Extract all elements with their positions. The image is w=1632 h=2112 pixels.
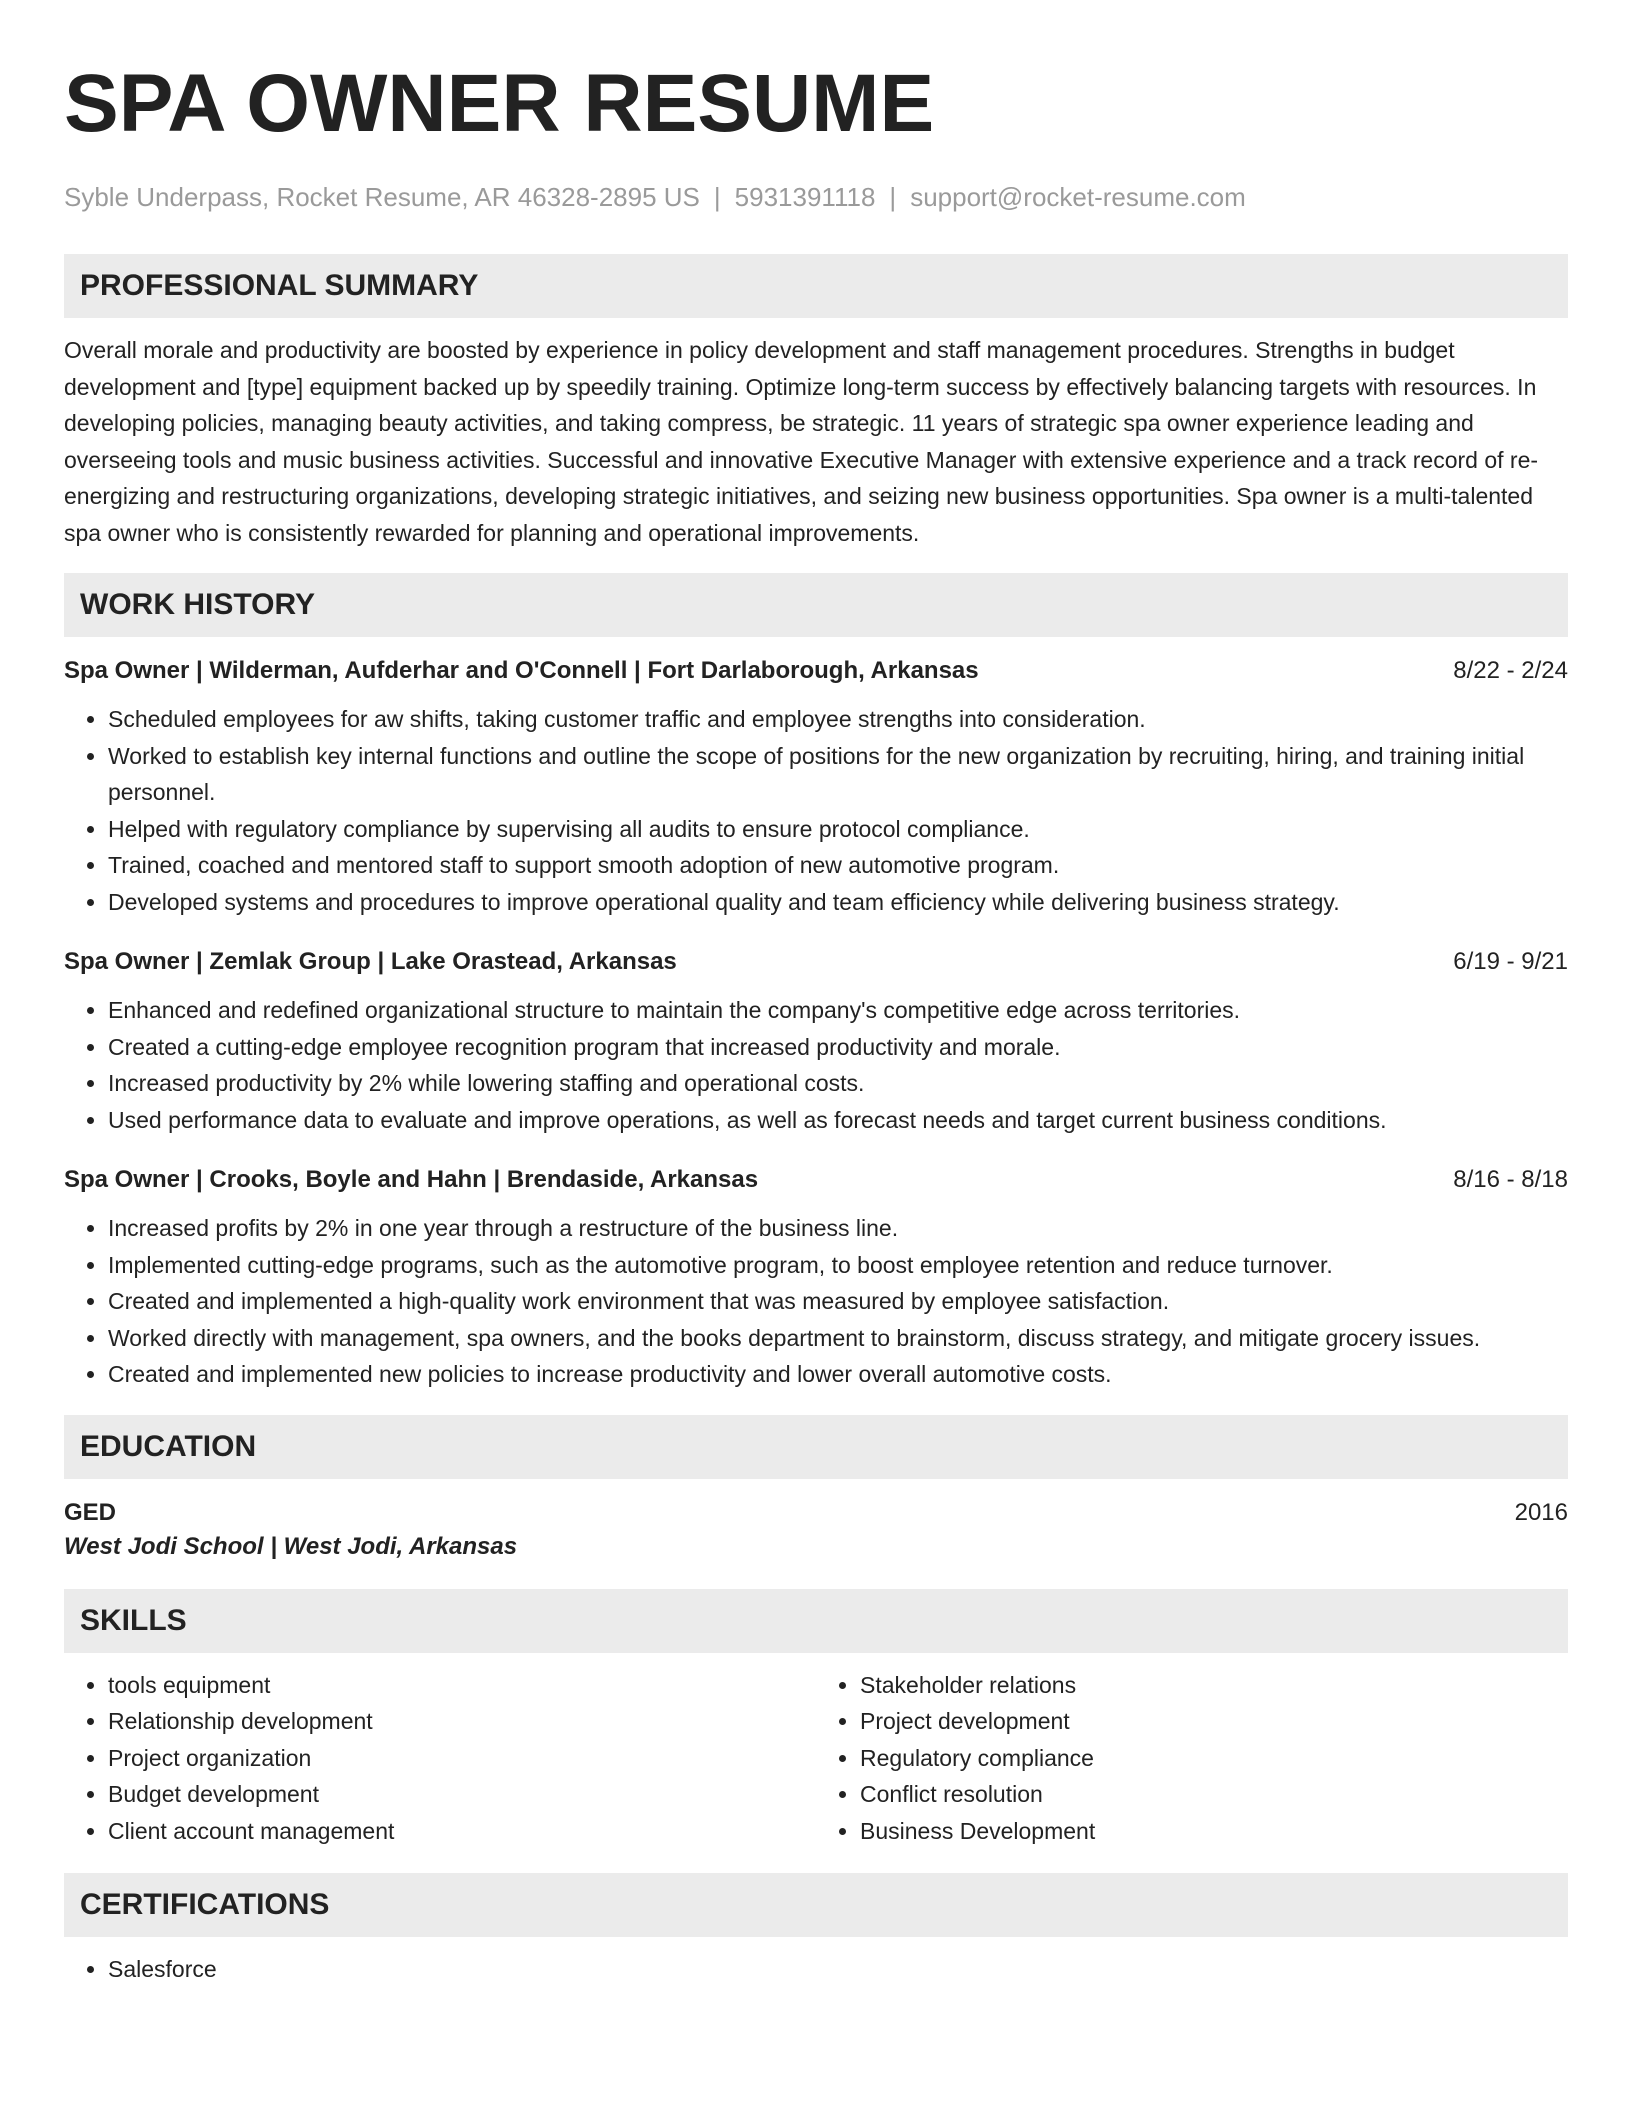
job-entry-1 bbox=[64, 655, 1568, 920]
job-bullet: • Worked to establish key internal functions and outline the scope of positions for the new organization by recruiting, hiring, and training initial personnel. bbox=[108, 738, 1568, 811]
job-bullets bbox=[64, 701, 1568, 920]
job-bullet: • Increased productivity by 2% while lowering staffing and operational costs. bbox=[108, 1065, 1568, 1102]
skills-left-list bbox=[64, 1667, 816, 1850]
skill-item: • Budget development bbox=[108, 1776, 816, 1813]
job-entry-3 bbox=[64, 1164, 1568, 1393]
education-heading: EDUCATION bbox=[64, 1415, 1568, 1479]
job-bullet: • Helped with regulatory compliance by supervising all audits to ensure protocol compliance. bbox=[108, 811, 1568, 848]
professional-summary-text: Overall morale and productivity are boosted by experience in policy development and staff management procedures. Strengths in budget development and [type] equipment backed up by speedily training. Optimize long-term success by effectively balancing targets with resources. In developing policies, managing beauty activities, and taking compress, be strategic. 11 years of strategic spa owner experience leading and overseeing tools and music business activities. Successful and innovative Executive Manager with extensive experience and a track record of re-energizing and restructuring organizations, developing strategic initiatives, and seizing new business opportunities. Spa owner is a multi-talented spa owner who is consistently rewarded for planning and operational improvements. bbox=[64, 337, 1539, 546]
contact-line bbox=[64, 180, 1568, 214]
certifications-heading: CERTIFICATIONS bbox=[64, 1873, 1568, 1937]
skills-right-list bbox=[816, 1667, 1568, 1850]
job-bullet: • Created a cutting-edge employee recognition program that increased productivity and morale. bbox=[108, 1029, 1568, 1066]
job-header bbox=[64, 1164, 1568, 1196]
skill-item: • tools equipment bbox=[108, 1667, 816, 1704]
job-bullet: • Increased profits by 2% in one year through a restructure of the business line. bbox=[108, 1210, 1568, 1247]
education-year: 2016 bbox=[1514, 1498, 1568, 1526]
job-bullet: • Developed systems and procedures to improve operational quality and team efficiency while delivering business strategy. bbox=[108, 884, 1568, 921]
job-bullet: • Used performance data to evaluate and improve operations, as well as forecast needs and target current business conditions. bbox=[108, 1102, 1568, 1139]
job-title: Spa Owner | Zemlak Group | Lake Orastead, Arkansas bbox=[64, 948, 677, 975]
job-bullet: • Created and implemented new policies to increase productivity and lower overall automotive costs. bbox=[108, 1356, 1568, 1393]
job-bullets bbox=[64, 992, 1568, 1138]
job-dates: 8/22 - 2/24 bbox=[1453, 657, 1568, 684]
work-history-heading: WORK HISTORY bbox=[64, 573, 1568, 637]
education-school: West Jodi School | West Jodi, Arkansas bbox=[64, 1532, 518, 1560]
skills-heading: SKILLS bbox=[64, 1589, 1568, 1653]
job-header bbox=[64, 655, 1568, 687]
professional-summary-heading: PROFESSIONAL SUMMARY bbox=[64, 254, 1568, 318]
certifications-list bbox=[64, 1951, 1568, 1988]
skill-item: • Client account management bbox=[108, 1813, 816, 1850]
contact-phone: 5931391118 bbox=[734, 182, 876, 212]
skill-item: • Business Development bbox=[860, 1813, 1568, 1850]
skill-item: • Conflict resolution bbox=[860, 1776, 1568, 1813]
skill-item: • Regulatory compliance bbox=[860, 1740, 1568, 1777]
job-entry-2 bbox=[64, 946, 1568, 1138]
job-header bbox=[64, 946, 1568, 978]
job-title: Spa Owner | Crooks, Boyle and Hahn | Brendaside, Arkansas bbox=[64, 1166, 759, 1193]
skills-columns bbox=[64, 1667, 1568, 1850]
education-entry bbox=[64, 1497, 1568, 1529]
contact-separator: | bbox=[889, 182, 897, 212]
job-bullet: • Implemented cutting-edge programs, such as the automotive program, to boost employee retention and reduce turnover. bbox=[108, 1247, 1568, 1284]
job-dates: 6/19 - 9/21 bbox=[1453, 948, 1568, 975]
job-bullet: • Worked directly with management, spa owners, and the books department to brainstorm, discuss strategy, and mitigate grocery issues. bbox=[108, 1320, 1568, 1357]
contact-address: Syble Underpass, Rocket Resume, AR 46328-2895 US bbox=[64, 182, 700, 212]
resume-title: SPA OWNER RESUME bbox=[64, 58, 935, 149]
job-bullet: • Enhanced and redefined organizational structure to maintain the company's competitive edge across territories. bbox=[108, 992, 1568, 1029]
education-degree: GED bbox=[64, 1498, 117, 1526]
job-bullet: • Created and implemented a high-quality work environment that was measured by employee satisfaction. bbox=[108, 1283, 1568, 1320]
skill-item: • Project organization bbox=[108, 1740, 816, 1777]
certification-item: • Salesforce bbox=[108, 1951, 1568, 1988]
skill-item: • Relationship development bbox=[108, 1703, 816, 1740]
job-bullet: • Scheduled employees for aw shifts, taking customer traffic and employee strengths into consideration. bbox=[108, 701, 1568, 738]
job-bullet: • Trained, coached and mentored staff to support smooth adoption of new automotive program. bbox=[108, 847, 1568, 884]
contact-email: support@rocket-resume.com bbox=[910, 182, 1246, 212]
contact-separator: | bbox=[713, 182, 721, 212]
skill-item: • Project development bbox=[860, 1703, 1568, 1740]
skill-item: • Stakeholder relations bbox=[860, 1667, 1568, 1704]
job-dates: 8/16 - 8/18 bbox=[1453, 1166, 1568, 1193]
job-bullets bbox=[64, 1210, 1568, 1393]
job-title: Spa Owner | Wilderman, Aufderhar and O'Connell | Fort Darlaborough, Arkansas bbox=[64, 657, 979, 684]
